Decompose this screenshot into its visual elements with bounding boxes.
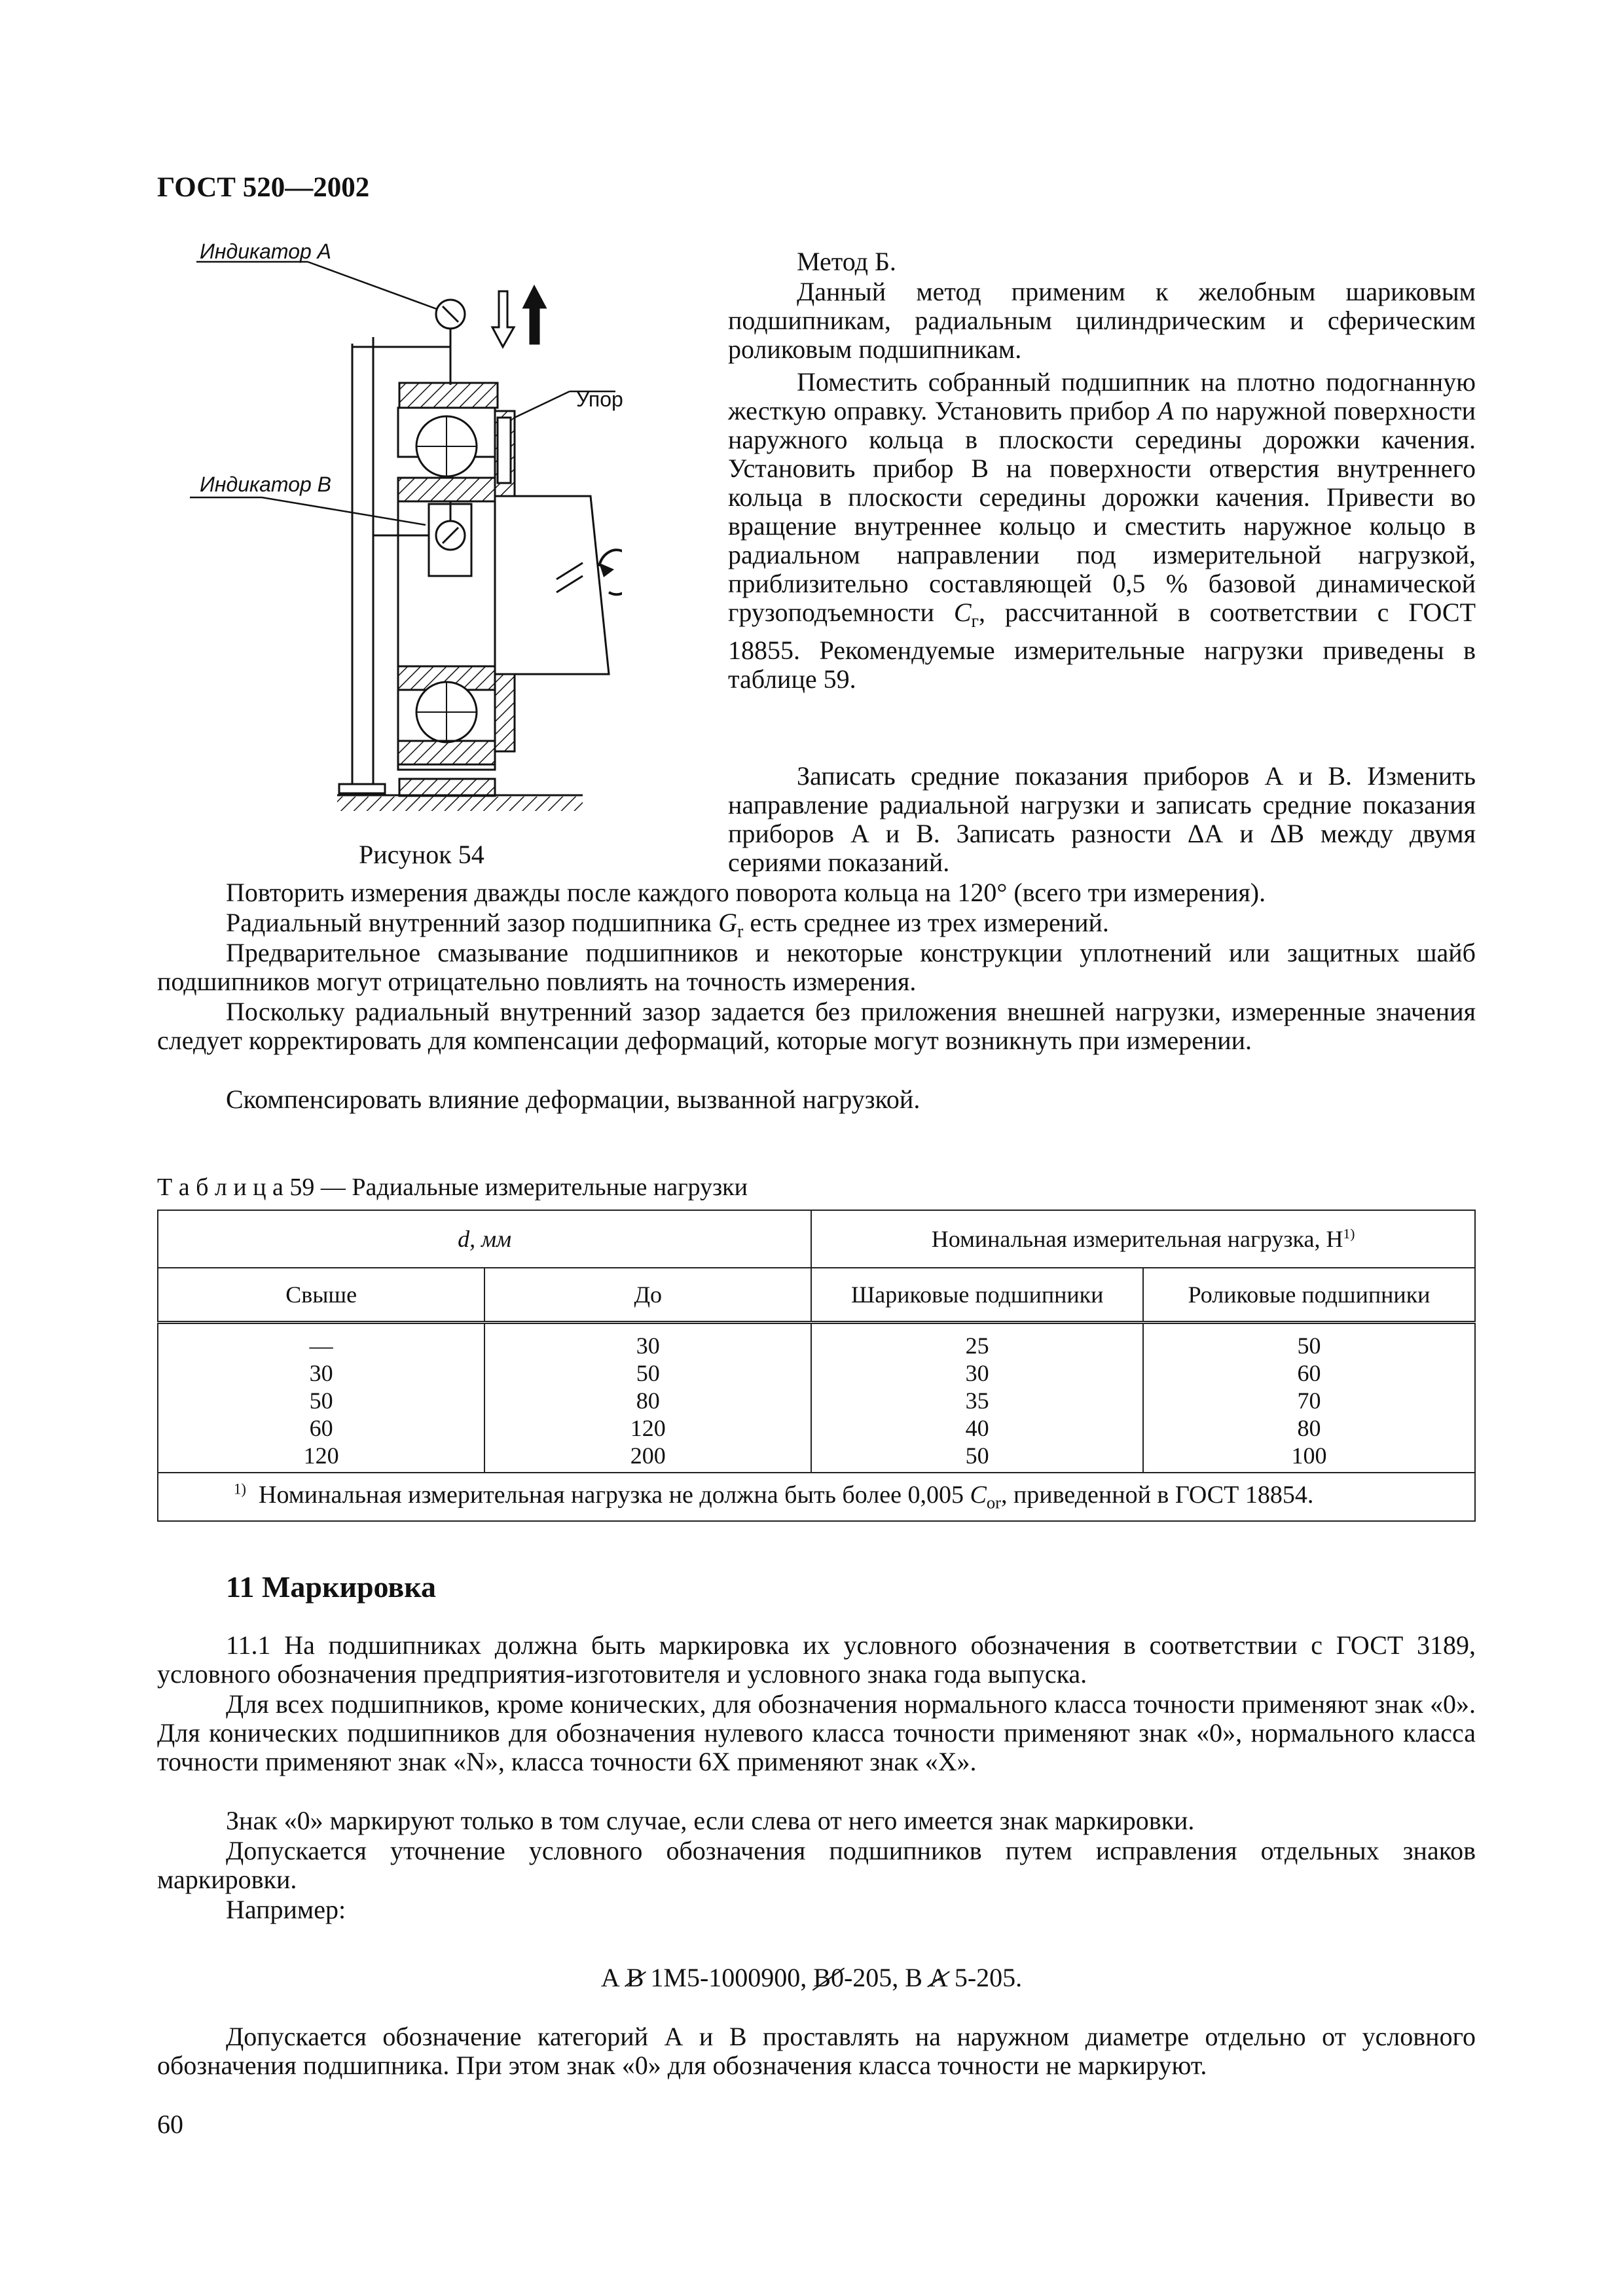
marking-example: А В 1М5-1000900, В0-205, В А 5-205. [600, 1963, 1023, 1992]
marking-paragraph-2: Для всех подшипников, кроме конических, для обозначения нормального класса точности применяют знак «0». Для конических подшипников для обозначения нулевого класса точности применяют знак «0», нормального класса точности применяют знак «N», класса точности 6Х применяют знак «Х». [157, 1689, 1476, 1776]
radial-clearance-paragraph: Радиальный внутренний зазор подшипника $G_r$ есть среднее из трех измерений. [226, 908, 1109, 942]
deformation-paragraph: Поскольку радиальный внутренний зазор задается без приложения внешней нагрузки, измеренные значения следует корректировать для компенсации деформаций, которые могут возникнуть при измерении. [157, 997, 1476, 1055]
cells-to: 30 50 80 120 200 [484, 1323, 811, 1473]
marking-paragraph-3: Знак «0» маркируют только в том случае, если слева от него имеется знак маркировки. [226, 1806, 1195, 1835]
figure-caption: Рисунок 54 [359, 840, 484, 869]
example-label: Например: [226, 1895, 346, 1924]
method-procedure-paragraph: Поместить собранный подшипник на плотно подогнанную жесткую оправку. Установить прибор А по наружной поверхности наружного кольца в плоскости середины дорожки качения. Установить прибор В на поверхности отверстия внутреннего кольца в плоскости середины дорожки качения. Привести во вращение внутреннее кольцо и сместить наружное кольцо в радиальном направлении под измерительной нагрузкой, приблизительно составляющей 0,5 % базовой динамической грузоподъемности $C_г$, рассчитанной в соответствии с ГОСТ 18855. Рекомендуемые измерительные нагрузки приведены в таблице 59. [728, 367, 1476, 694]
method-readings-paragraph: Записать средние показания приборов А и В. Изменить направление радиальной нагрузки и записать средние показания приборов А и В. Записать разности ΔА и ΔВ между двумя сериями показаний. [728, 761, 1476, 877]
marking-paragraph-1: 11.1 На подшипниках должна быть маркировка их условного обозначения в соответствии с ГОСТ 3189, условного обозначения предприятия-изготовителя и условного знака года выпуска. [157, 1630, 1476, 1689]
column-roller: Роликовые подшипники [1143, 1268, 1475, 1323]
document-header: ГОСТ 520—2002 [157, 172, 370, 203]
section-title: 11 Маркировка [226, 1570, 437, 1604]
page-number: 60 [157, 2109, 183, 2139]
column-to: До [484, 1268, 811, 1323]
indicator-b-label: Индикатор В [200, 473, 332, 496]
cells-ball: 25 30 35 40 50 [811, 1323, 1143, 1473]
method-b-paragraph: Метод Б. [797, 247, 896, 276]
table-caption: Т а б л и ц а 59 — Радиальные измерительные нагрузки [157, 1174, 748, 1201]
table-footnote: $^{1)}$ Номинальная измерительная нагрузка не должна быть более 0,005 $C_{or}$, приведенной в ГОСТ 18854. [158, 1473, 1475, 1521]
column-over: Свыше [158, 1268, 484, 1323]
lubrication-paragraph: Предварительное смазывание подшипников и некоторые конструкции уплотнений или защитных шайб подшипников могут отрицательно повлиять на точность измерения. [157, 938, 1476, 996]
diameter-header: d, мм [158, 1210, 811, 1268]
compensation-paragraph: Скомпенсировать влияние деформации, вызванной нагрузкой. [226, 1085, 921, 1114]
radial-loads-table [157, 1210, 1476, 1522]
indicator-a-label: Индикатор А [200, 240, 332, 263]
marking-paragraph-6: Допускается обозначение категорий А и В проставлять на наружном диаметре отдельно от условного обозначения подшипника. При этом знак «0» для обозначения класса точности не маркируют. [157, 2022, 1476, 2080]
repeat-measurement-paragraph: Повторить измерения дважды после каждого поворота кольца на 120° (всего три измерения). [226, 878, 1266, 907]
cells-roller: 50 60 70 80 100 [1143, 1323, 1475, 1473]
method-scope-paragraph: Данный метод применим к желобным шариковым подшипникам, радиальным цилиндрическим и сферическим роликовым подшипникам. [728, 277, 1476, 364]
cells-over: — 30 50 60 120 [158, 1323, 484, 1473]
load-header: Номинальная измерительная нагрузка, $Н^{1)}$ [811, 1210, 1475, 1268]
marking-paragraph-4: Допускается уточнение условного обозначения подшипников путем исправления отдельных знаков маркировки. [157, 1836, 1476, 1894]
bearing-measurement-figure [190, 236, 622, 818]
stop-label: Упор [576, 387, 623, 411]
column-ball: Шариковые подшипники [811, 1268, 1143, 1323]
